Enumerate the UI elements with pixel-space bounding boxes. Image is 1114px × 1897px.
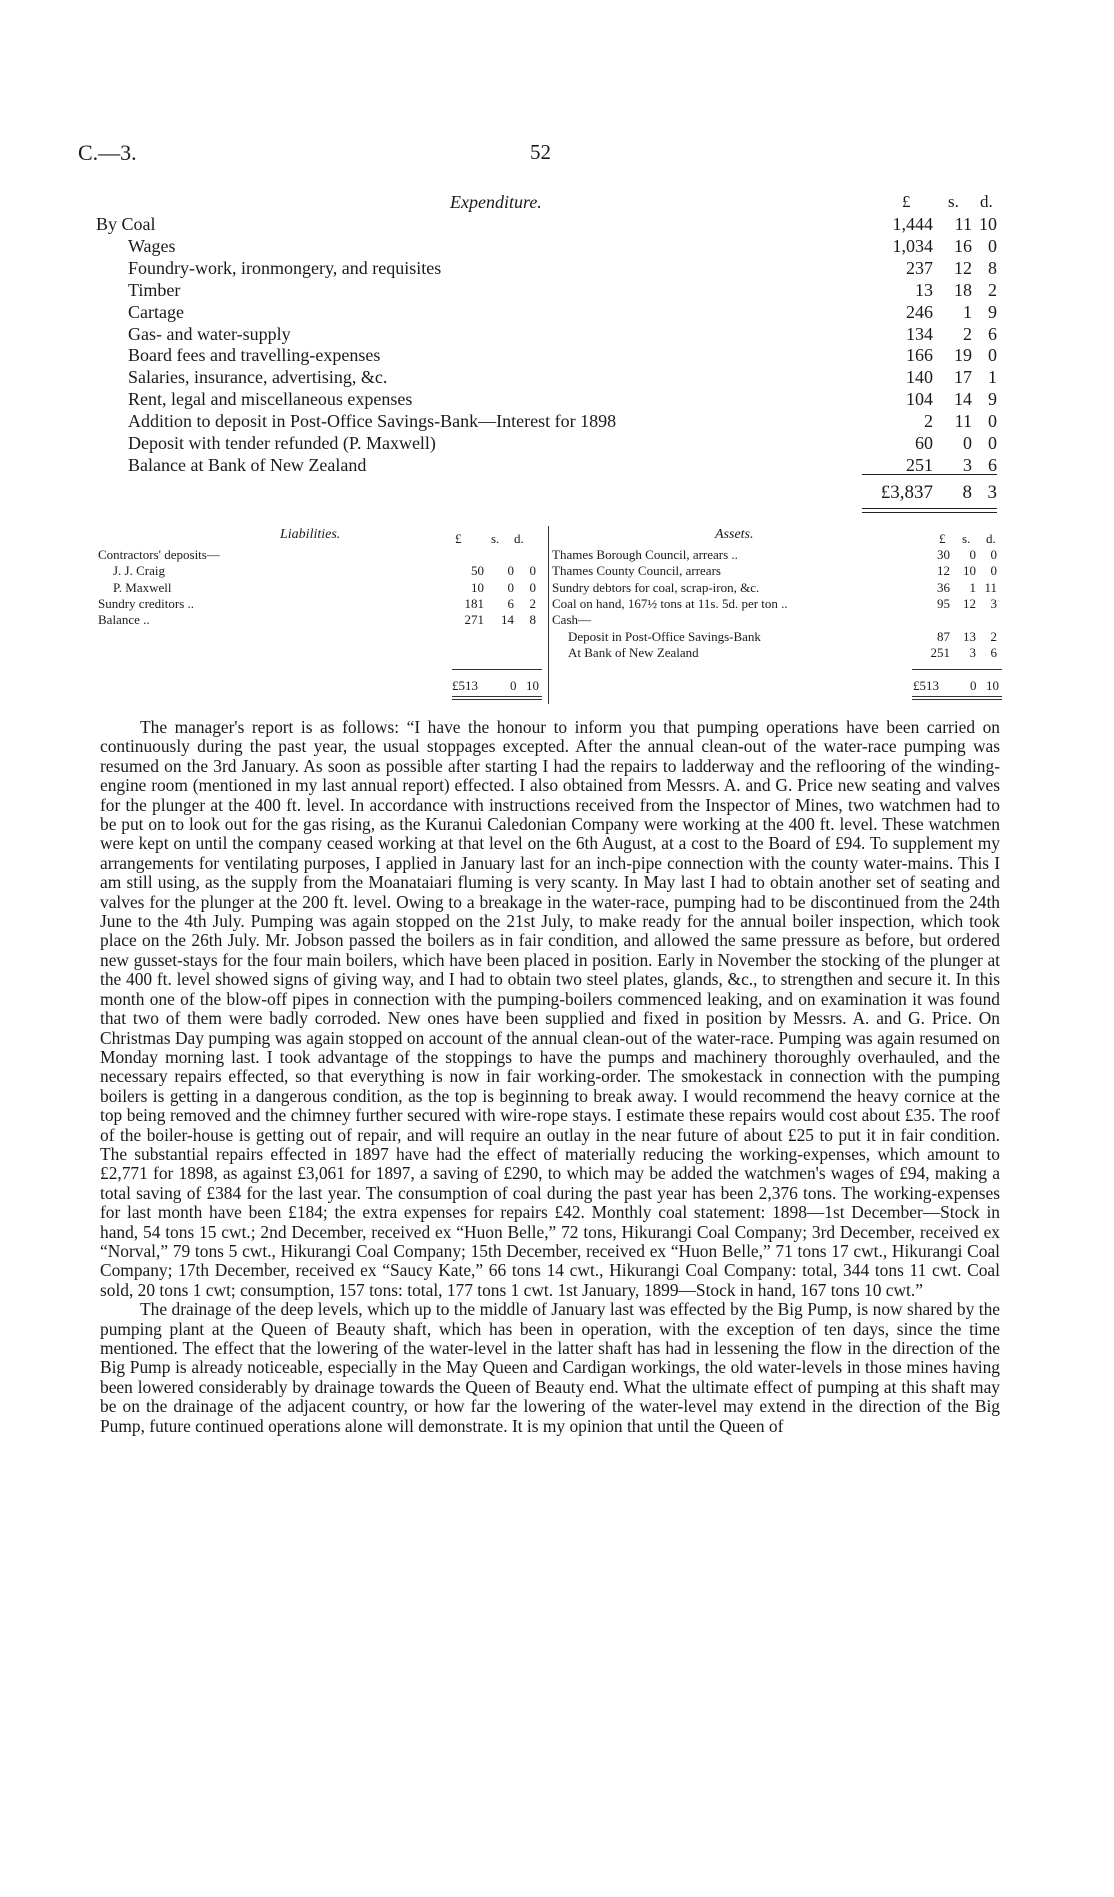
asset-pence: 11: [984, 579, 997, 595]
liability-shillings: 6: [507, 595, 514, 611]
expenditure-item-pounds: 104: [906, 389, 933, 410]
asset-total-pounds: £513: [913, 678, 939, 693]
expenditure-item-pence: 9: [988, 389, 997, 410]
expenditure-row: [0, 344, 1114, 366]
asset-pence: 0: [990, 547, 997, 562]
expenditure-item-shillings: 16: [954, 235, 972, 256]
liability-pence: 0: [529, 563, 536, 579]
expenditure-item-label: Gas- and water-supply: [128, 323, 291, 344]
asset-pence: 6: [990, 644, 997, 660]
expenditure-item-label: Salaries, insurance, advertising, &c.: [128, 367, 388, 388]
total-pounds: £3,837: [880, 482, 933, 503]
liab-total-pounds: £513: [452, 678, 478, 693]
asset-double-rule: [912, 696, 1002, 700]
expenditure-item-shillings: 1: [963, 301, 972, 322]
liability-pence: 0: [529, 579, 536, 595]
expenditure-item-label: Rent, legal and miscellaneous expenses: [128, 389, 413, 410]
expenditure-row: [0, 366, 1114, 388]
expenditure-item-pounds: 237: [906, 257, 933, 278]
liab-total-pence: 10: [526, 678, 539, 693]
asset-shillings: 0: [969, 547, 976, 562]
asset-pounds: 87: [937, 628, 950, 644]
expenditure-item-pence: 0: [988, 411, 997, 432]
expenditure-title: Expenditure.: [450, 192, 542, 212]
total-rule: [862, 474, 997, 475]
liab-pounds-header: £: [455, 531, 462, 546]
asset-shillings: 12: [963, 595, 976, 611]
expenditure-item-shillings: 19: [954, 345, 972, 366]
liability-pounds: 271: [464, 612, 484, 628]
paragraph-drainage: The drainage of the deep levels, which up to the middle of January last was effected by the Big Pump, is now shared by the pumping plant at the Queen of Beauty shaft, which has been in operation, with the exception of ten days, since the time mentioned. The effect that the lowering of the water-level in the latter shaft has had in lessening the flow in the direction of the Big Pump is already noticeable, especially in the May Queen and Cardigan workings, the old water-levels in those mines having been lowered considerably by drainage towards the Queen of Beauty end. What the ultimate effect of pumping at this shaft may be on the drainage of the adjacent country, or how far the lowering of the water-level may extend in the direction of the Big Pump, future continued operations alone will demonstrate. It is my opinion that until the Queen of: [100, 1299, 1000, 1436]
liab-total-rule: [452, 669, 542, 670]
asset-total-pence: 10: [986, 678, 999, 693]
expenditure-item-shillings: 2: [963, 323, 972, 344]
asset-shillings: 10: [963, 563, 976, 579]
expenditure-item-label: Foundry-work, ironmongery, and requisites: [128, 257, 442, 278]
expenditure-item-pence: 10: [979, 214, 997, 234]
assets-title: Assets.: [715, 527, 754, 542]
expenditure-item-shillings: 17: [954, 367, 972, 388]
assets-pence-header: d.: [986, 531, 996, 546]
expenditure-item-pence: 0: [988, 235, 997, 256]
asset-pence: 3: [990, 595, 997, 611]
expenditure-item-shillings: 11: [954, 411, 972, 432]
asset-label: Deposit in Post-Office Savings-Bank: [568, 628, 761, 644]
expenditure-row: [0, 235, 1114, 257]
expenditure-item-pounds: 13: [915, 279, 933, 300]
assets-pounds-header: £: [939, 531, 946, 546]
report-body: [100, 718, 1000, 1436]
expenditure-row: [0, 410, 1114, 432]
asset-label: Coal on hand, 167½ tons at 11s. 5d. per ton ..: [552, 595, 788, 611]
assets-shillings-header: s.: [962, 531, 971, 546]
expenditure-item-shillings: 11: [954, 214, 972, 234]
expenditure-row: [0, 257, 1114, 279]
total-double-rule: [862, 508, 997, 513]
expenditure-item-pounds: 251: [906, 454, 933, 475]
asset-pounds: 12: [937, 563, 950, 579]
page-number: 52: [530, 140, 551, 164]
liability-pence: 2: [529, 595, 536, 611]
expenditure-item-label: Cartage: [128, 301, 184, 322]
asset-total-rule: [912, 669, 1002, 670]
expenditure-item-shillings: 0: [963, 433, 972, 453]
report-reference: C.—3.: [78, 140, 137, 165]
pounds-header: £: [902, 192, 911, 211]
expenditure-item-label: Wages: [128, 235, 176, 256]
liab-pence-header: d.: [514, 531, 524, 546]
liability-pounds: 10: [471, 579, 484, 595]
expenditure-item-pence: 6: [988, 454, 997, 475]
expenditure-item-pence: 6: [988, 323, 997, 344]
asset-shillings: 13: [963, 628, 976, 644]
liability-label: Sundry creditors ..: [98, 595, 195, 611]
liability-label: Balance ..: [98, 612, 150, 628]
paragraph-managers-report: The manager's report is as follows: “I have the honour to inform you that pumping operations have been carried on continuously during the past year, the usual stoppages excepted. After the annual clean-out of the water-race pumping was resumed on the 3rd January. As soon as possible after starting I had the repairs to ladderway and the reflooring of the winding-engine room (mentioned in my last annual report) effected. I also obtained from Messrs. A. and G. Price new seating and valves for the plunger at the 400 ft. level. In accordance with instructions received from the Inspector of Mines, two watchmen had to be put on to look out for the gas rising, as the Kuranui Caledonian Company were working at the 400 ft. level. These watchmen were kept on until the company ceased working at that level on the 6th August, at a cost to the Board of £94. To supplement my arrangements for ventilating purposes, I applied in January last for an inch-pipe connection with the county water-mains. This I am still using, as the supply from the Moanataiari fluming is very scanty. In May last I had to obtain another set of seating and valves for the plunger at the 200 ft. level. Owing to a breakage in the water-race, pumping had to be discontinued from the 24th June to the 4th July. Pumping was again stopped on the 21st July, to make ready for the annual boiler inspection, which took place on the 26th July. Mr. Jobson passed the boilers as in fair condition, and allowed the same pressure as before, but ordered new gusset-stays for the four main boilers, which have been placed in position. Early in November the stocking of the plunger at the 400 ft. level showed signs of giving way, and I had to obtain two steel plates, glands, &c., to strengthen and secure it. In this month one of the blow-off pipes in connection with the pumping-boilers commenced leaking, and on examination it was found that two of them were badly corroded. New ones have been supplied and fixed in position by Messrs. A. and G. Price. On Christmas Day pumping was again stopped on account of the annual clean-out of the water-race. Pumping was again resumed on Monday morning last. I took advantage of the stoppings to have the pumps and machinery thoroughly overhauled, and the necessary repairs effected, so that everything is now in fair working-order. The smokestack in connection with the pumping boilers is getting in a dangerous condition, as the top is beginning to break away. I would recommend the heavy cornice at the top being removed and the chimney further secured with wire-rope stays. I estimate these repairs would cost about £35. The roof of the boiler-house is getting out of repair, and will require an outlay in the near future of about £25 to put it in fair condition. The substantial repairs effected in 1897 have had the effect of materially reducing the working-expenses, which amount to £2,771 for 1898, as against £3,061 for 1897, a saving of £290, to which may be added the watchmen's wages of £94, making a total saving of £384 for the last year. The consumption of coal during the past year has been 2,376 tons. The working-expenses for last month have been £184; the extra expenses for repairs £42. Monthly coal statement: 1898—1st December—Stock in hand, 54 tons 15 cwt.; 2nd December, received ex “Huon Belle,” 72 tons, Hikurangi Coal Company; 3rd December, received ex “Norval,” 79 tons 5 cwt., Hikurangi Coal Company; 15th December, received ex “Huon Belle,” 71 tons 17 cwt., Hikurangi Coal Company; 17th December, received ex “Saucy Kate,” 66 tons 14 cwt., Hikurangi Coal Company: total, 344 tons 11 cwt. Coal sold, 20 tons 1 cwt; consumption, 157 tons: total, 177 tons 1 cwt. 1st January, 1899—Stock in hand, 167 tons 10 cwt.”: [100, 717, 1000, 1300]
expenditure-item-label: Board fees and travelling-expenses: [128, 345, 381, 366]
asset-label: Thames Borough Council, arrears ..: [552, 547, 738, 562]
liability-shillings: 0: [507, 579, 514, 595]
liab-shillings-header: s.: [491, 531, 500, 546]
asset-pounds: 95: [937, 595, 950, 611]
asset-pounds: 36: [937, 579, 950, 595]
expenditure-item-pounds: 140: [906, 367, 933, 388]
asset-label: Cash—: [552, 612, 591, 628]
liability-pounds: 181: [464, 595, 484, 611]
liability-shillings: 0: [507, 563, 514, 579]
expenditure-item-pounds: 166: [906, 345, 933, 366]
total-pence: 3: [987, 482, 997, 503]
liabilities-assets-divider: [548, 526, 549, 704]
expenditure-item-label: By Coal: [96, 214, 156, 234]
expenditure-item-shillings: 3: [963, 454, 972, 475]
liabilities-title: Liabilities.: [280, 527, 341, 542]
asset-label: Thames County Council, arrears: [552, 563, 721, 579]
expenditure-item-pence: 0: [988, 433, 997, 453]
expenditure-row: [0, 323, 1114, 345]
expenditure-item-label: Deposit with tender refunded (P. Maxwell): [128, 433, 436, 453]
expenditure-item-pounds: 134: [906, 323, 933, 344]
expenditure-row: [0, 454, 1114, 476]
expenditure-row: [0, 213, 1114, 235]
asset-pounds: 251: [930, 644, 950, 660]
expenditure-item-label: Balance at Bank of New Zealand: [128, 454, 367, 475]
expenditure-item-pence: 8: [988, 257, 997, 278]
expenditure-item-pence: 0: [988, 345, 997, 366]
liability-label: J. J. Craig: [113, 563, 165, 579]
expenditure-item-label: Timber: [128, 279, 181, 300]
expenditure-row: [0, 388, 1114, 410]
liability-pence: 8: [529, 612, 536, 628]
expenditure-row: [0, 279, 1114, 301]
asset-shillings: 1: [969, 579, 976, 595]
expenditure-item-pence: 2: [988, 279, 997, 300]
expenditure-item-shillings: 14: [954, 389, 972, 410]
total-shillings: 8: [962, 482, 972, 503]
liability-pounds: 50: [471, 563, 484, 579]
expenditure-item-pence: 9: [988, 301, 997, 322]
expenditure-item-shillings: 12: [954, 257, 972, 278]
pence-header: d.: [980, 192, 993, 211]
asset-total-shillings: 0: [970, 678, 977, 693]
liability-label: P. Maxwell: [113, 579, 172, 595]
expenditure-row: [0, 432, 1114, 454]
expenditure-item-pence: 1: [988, 367, 997, 388]
liab-double-rule: [452, 696, 542, 700]
asset-label: Sundry debtors for coal, scrap-iron, &c.: [552, 579, 760, 595]
expenditure-item-shillings: 18: [954, 279, 972, 300]
shillings-header: s.: [948, 192, 959, 211]
expenditure-item-label: Addition to deposit in Post-Office Savings-Bank—Interest for 1898: [128, 411, 617, 432]
expenditure-item-pounds: 1,444: [892, 214, 933, 234]
asset-pounds: 30: [937, 547, 950, 562]
asset-pence: 0: [990, 563, 997, 579]
liability-label: Contractors' deposits—: [98, 547, 220, 562]
liability-shillings: 14: [501, 612, 514, 628]
asset-shillings: 3: [969, 644, 976, 660]
expenditure-row: [0, 301, 1114, 323]
expenditure-item-pounds: 2: [924, 411, 933, 432]
expenditure-item-pounds: 246: [906, 301, 933, 322]
asset-label: At Bank of New Zealand: [568, 644, 699, 660]
liab-total-shillings: 0: [510, 678, 517, 693]
expenditure-item-pounds: 1,034: [892, 235, 933, 256]
asset-pence: 2: [990, 628, 997, 644]
expenditure-item-pounds: 60: [915, 433, 933, 453]
